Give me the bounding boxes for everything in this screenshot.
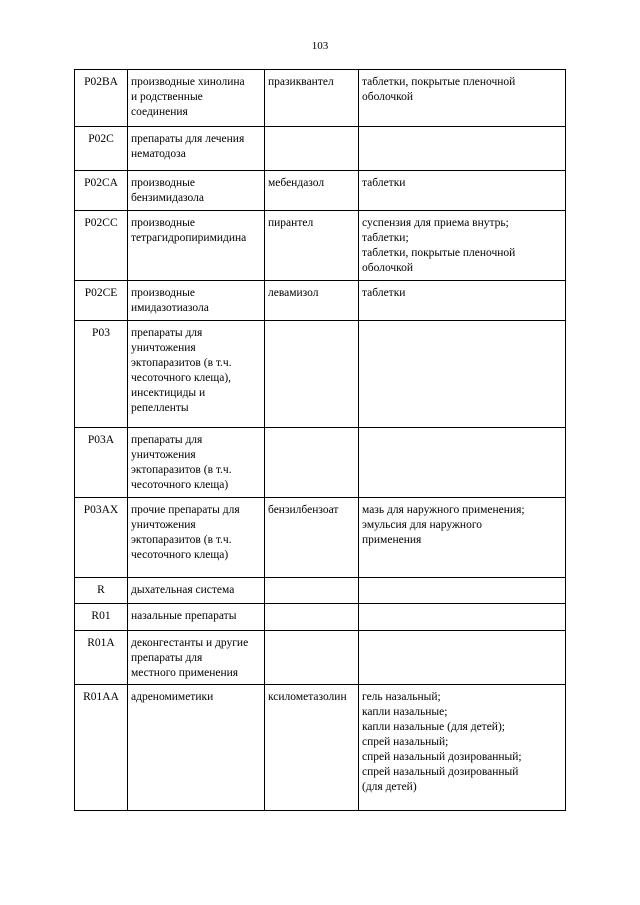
dosage-form-cell	[359, 578, 566, 604]
table-row	[75, 604, 566, 631]
drug-name-cell: мебендазол	[265, 171, 359, 211]
table-row	[75, 70, 566, 127]
anatomical-group-cell: препараты для уничтожения эктопаразитов (в т.ч. чесоточного клеща), инсектициды и репелленты	[128, 321, 265, 428]
table-body	[75, 70, 566, 811]
drug-name-cell	[265, 578, 359, 604]
anatomical-group-cell: производные бензимидазола	[128, 171, 265, 211]
drug-name-cell	[265, 428, 359, 498]
atc-code-cell: P03A	[75, 428, 128, 498]
atc-code-cell: R	[75, 578, 128, 604]
dosage-form-cell: таблетки, покрытые пленочной оболочкой	[359, 70, 566, 127]
anatomical-group-cell: назальные препараты	[128, 604, 265, 631]
dosage-form-cell	[359, 428, 566, 498]
anatomical-group-cell: деконгестанты и другие препараты для местного применения	[128, 631, 265, 685]
table-row	[75, 428, 566, 498]
anatomical-group-cell: дыхательная система	[128, 578, 265, 604]
anatomical-group-cell: прочие препараты для уничтожения эктопаразитов (в т.ч. чесоточного клеща)	[128, 498, 265, 578]
drug-name-cell	[265, 631, 359, 685]
atc-code-cell: P02BA	[75, 70, 128, 127]
table-row	[75, 685, 566, 811]
dosage-form-cell: гель назальный; капли назальные; капли назальные (для детей); спрей назальный; спрей назальный дозированный; спрей назальный дозированный (для детей)	[359, 685, 566, 811]
table-row	[75, 498, 566, 578]
anatomical-group-cell: препараты для лечения нематодоза	[128, 127, 265, 171]
drug-name-cell: празиквантел	[265, 70, 359, 127]
dosage-form-cell: суспензия для приема внутрь; таблетки; таблетки, покрытые пленочной оболочкой	[359, 211, 566, 281]
atc-code-cell: R01AA	[75, 685, 128, 811]
atc-code-cell: P02C	[75, 127, 128, 171]
drug-name-cell: ксилометазолин	[265, 685, 359, 811]
anatomical-group-cell: препараты для уничтожения эктопаразитов (в т.ч. чесоточного клеща)	[128, 428, 265, 498]
dosage-form-cell	[359, 604, 566, 631]
drug-table	[74, 69, 566, 811]
drug-name-cell	[265, 604, 359, 631]
anatomical-group-cell: производные имидазотиазола	[128, 281, 265, 321]
table-row	[75, 281, 566, 321]
page-number: 103	[311, 40, 329, 52]
atc-code-cell: P02CE	[75, 281, 128, 321]
atc-code-cell: P02CC	[75, 211, 128, 281]
drug-name-cell	[265, 127, 359, 171]
table-row	[75, 321, 566, 428]
drug-name-cell: левамизол	[265, 281, 359, 321]
table-row	[75, 171, 566, 211]
dosage-form-cell: мазь для наружного применения; эмульсия для наружного применения	[359, 498, 566, 578]
anatomical-group-cell: адреномиметики	[128, 685, 265, 811]
table-row	[75, 211, 566, 281]
table-row	[75, 127, 566, 171]
dosage-form-cell	[359, 127, 566, 171]
atc-code-cell: P03	[75, 321, 128, 428]
anatomical-group-cell: производные хинолина и родственные соединения	[128, 70, 265, 127]
drug-name-cell: пирантел	[265, 211, 359, 281]
table-row	[75, 631, 566, 685]
atc-code-cell: P02CA	[75, 171, 128, 211]
drug-name-cell: бензилбензоат	[265, 498, 359, 578]
dosage-form-cell: таблетки	[359, 171, 566, 211]
atc-code-cell: R01A	[75, 631, 128, 685]
dosage-form-cell	[359, 321, 566, 428]
dosage-form-cell: таблетки	[359, 281, 566, 321]
atc-code-cell: P03AX	[75, 498, 128, 578]
dosage-form-cell	[359, 631, 566, 685]
drug-name-cell	[265, 321, 359, 428]
table-row	[75, 578, 566, 604]
anatomical-group-cell: производные тетрагидропиримидина	[128, 211, 265, 281]
atc-code-cell: R01	[75, 604, 128, 631]
